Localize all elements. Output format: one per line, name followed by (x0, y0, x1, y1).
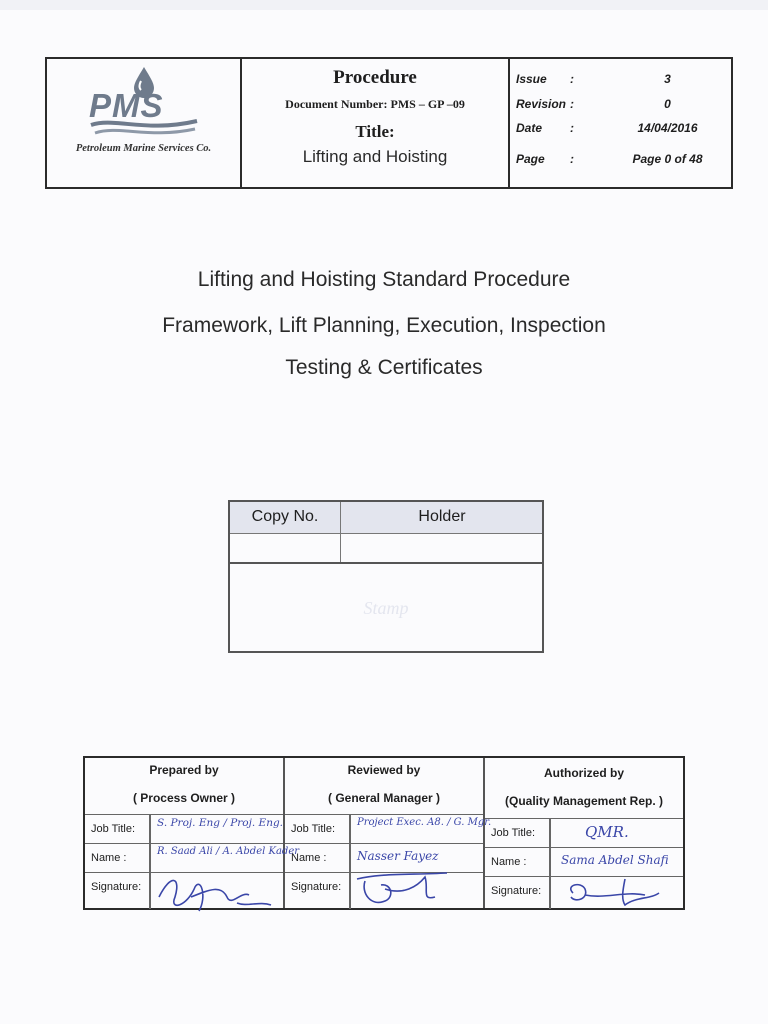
name-row (485, 847, 683, 876)
meta-row-revision (510, 97, 731, 121)
stamp-area: Stamp (363, 598, 409, 618)
meta-colon: : (570, 121, 574, 135)
title-cell (242, 59, 510, 187)
job-title-row (485, 818, 683, 847)
signature-row (85, 872, 283, 908)
role-title: Authorized by (544, 766, 624, 780)
copy-no-header: Copy No. (251, 508, 319, 525)
name-row (285, 843, 483, 872)
handwritten-job-title: QMR. (585, 823, 629, 841)
role-title: Reviewed by (347, 763, 421, 777)
job-title-row (85, 814, 283, 843)
meta-value: 3 (664, 72, 671, 86)
main-title-line-3: Testing & Certificates (285, 356, 483, 379)
copy-holder-box (228, 500, 544, 653)
pms-logo-icon (85, 65, 203, 141)
meta-key: Page (516, 152, 545, 166)
job-title-label: Job Title: (491, 827, 536, 839)
reviewed-by-column (285, 758, 492, 908)
signature-mark-authorized (555, 875, 675, 909)
company-name: Petroleum Marine Services Co. (75, 143, 212, 154)
handwritten-name: Nasser Fayez (357, 849, 439, 863)
procedure-label: Procedure (333, 67, 417, 88)
signature-mark-reviewed (351, 869, 479, 913)
meta-colon: : (570, 97, 574, 111)
role-detail: ( General Manager ) (327, 791, 441, 805)
signature-label: Signature: (91, 881, 142, 893)
role-detail: ( Process Owner ) (132, 791, 236, 805)
approval-table (83, 756, 685, 910)
copy-box-entry-row (230, 533, 542, 564)
logo-text: PMS (89, 87, 164, 124)
meta-colon: : (570, 72, 574, 86)
role-detail: (Quality Management Rep. ) (504, 794, 664, 808)
scan-edge (0, 0, 768, 10)
job-title-label: Job Title: (91, 823, 136, 835)
title-label: Title: (355, 122, 395, 141)
meta-row-page (510, 152, 731, 176)
signature-label: Signature: (291, 881, 342, 893)
document-header (45, 57, 733, 189)
holder-header: Holder (418, 508, 466, 525)
meta-row-issue (510, 72, 731, 96)
meta-row-date (510, 121, 731, 145)
signature-row (485, 876, 683, 908)
authorized-by-column (485, 758, 683, 908)
meta-value: 14/04/2016 (637, 121, 698, 135)
signature-label: Signature: (491, 885, 542, 897)
job-title-label: Job Title: (291, 823, 336, 835)
main-title-line-1: Lifting and Hoisting Standard Procedure (197, 268, 571, 291)
meta-key: Date (516, 121, 543, 135)
signature-row (285, 872, 483, 908)
job-title-row (285, 814, 492, 843)
meta-value: Page 0 of 48 (632, 152, 703, 166)
main-title-line-2: Framework, Lift Planning, Execution, Inspection (162, 314, 606, 337)
handwritten-job-title: Project Exec. A8. / G. Mgr. (357, 817, 492, 828)
role-title: Prepared by (149, 763, 219, 777)
signature-mark-prepared (151, 867, 281, 923)
meta-cell (510, 59, 731, 187)
meta-value: 0 (664, 97, 671, 111)
handwritten-job-title: S. Proj. Eng / Proj. Eng. (157, 817, 284, 829)
handwritten-name: R. Saad Ali / A. Abdel Kader (157, 846, 300, 857)
meta-colon: : (570, 152, 574, 166)
name-label: Name : (91, 852, 127, 864)
meta-key: Issue (516, 72, 547, 86)
name-label: Name : (291, 852, 327, 864)
prepared-by-column (85, 758, 300, 908)
handwritten-name: Sama Abdel Shafi (561, 853, 669, 867)
meta-key: Revision (516, 97, 567, 111)
logo-cell (47, 59, 242, 187)
title-value: Lifting and Hoisting (302, 147, 448, 166)
name-label: Name : (491, 856, 527, 868)
document-number: Document Number: PMS – GP –09 (285, 97, 465, 111)
